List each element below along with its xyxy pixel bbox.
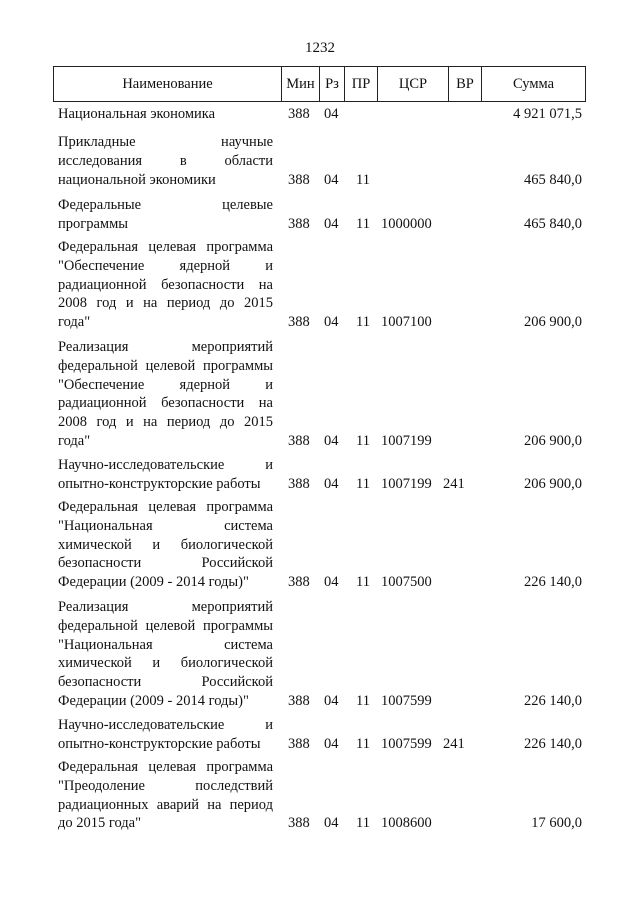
table-row — [0, 238, 640, 332]
cell-min: 388 — [288, 475, 310, 492]
row-name — [58, 238, 273, 332]
row-name-line: исследования в области — [58, 152, 273, 169]
cell-pr: 11 — [356, 433, 370, 449]
row-name-line: "Национальная система — [58, 517, 273, 534]
table-row — [0, 196, 640, 234]
cell-rz: 04 — [324, 106, 339, 122]
cell-pr: 11 — [356, 314, 370, 331]
cell-sum: 226 140,0 — [524, 735, 582, 752]
table-row — [0, 338, 640, 451]
table-row — [0, 598, 640, 711]
cell-rz: 04 — [324, 314, 339, 331]
row-name-line: до 2015 года" — [58, 815, 142, 832]
row-name-line: Федеральные целевые — [58, 197, 273, 213]
cell-min: 388 — [288, 433, 310, 449]
cell-csr: 1007599 — [381, 735, 432, 752]
row-name — [58, 133, 273, 189]
header-vr: ВР — [448, 67, 481, 101]
cell-csr: 1000000 — [381, 215, 432, 232]
row-name-line: радиационной безопасности на — [58, 276, 273, 293]
row-name — [58, 196, 273, 234]
row-name — [58, 758, 273, 833]
row-name-line: Федеральная целевая программа — [58, 239, 273, 255]
row-name — [58, 456, 273, 494]
row-name — [58, 338, 273, 451]
cell-min: 388 — [288, 314, 310, 331]
cell-min: 388 — [288, 215, 310, 232]
cell-sum: 226 140,0 — [524, 693, 582, 709]
cell-sum: 206 900,0 — [524, 314, 582, 331]
row-name-line: опытно-конструкторские работы — [58, 735, 261, 752]
cell-rz: 04 — [324, 815, 339, 832]
cell-sum: 17 600,0 — [531, 815, 582, 832]
cell-sum: 465 840,0 — [524, 215, 582, 232]
row-name-line: года" — [58, 432, 91, 449]
table-row — [0, 758, 640, 833]
row-name-line: 2008 год и на период до 2015 — [58, 295, 273, 312]
cell-vr: 241 — [443, 475, 465, 492]
cell-sum: 206 900,0 — [524, 475, 582, 492]
cell-csr: 1007199 — [381, 475, 432, 492]
cell-min: 388 — [288, 735, 310, 752]
row-name-line: "Обеспечение ядерной и — [58, 257, 273, 274]
row-name — [58, 598, 273, 711]
table-row — [0, 716, 640, 754]
cell-csr: 1008600 — [381, 815, 432, 832]
cell-pr: 11 — [356, 475, 370, 492]
row-name-line: безопасности Российской — [58, 555, 273, 572]
row-name-line: химической и биологической — [58, 655, 273, 672]
cell-pr: 11 — [356, 693, 370, 709]
row-name-line: программы — [58, 215, 128, 232]
cell-csr: 1007100 — [381, 314, 432, 331]
row-name-line: Научно-исследовательские и — [58, 717, 273, 733]
table-row — [0, 498, 640, 592]
cell-rz: 04 — [324, 574, 339, 591]
cell-sum: 206 900,0 — [524, 433, 582, 449]
cell-min: 388 — [288, 106, 310, 122]
cell-sum: 465 840,0 — [524, 171, 582, 188]
cell-pr: 11 — [356, 735, 370, 752]
row-name-line: "Преодоление последствий — [58, 777, 273, 794]
row-name-line: 2008 год и на период до 2015 — [58, 414, 273, 431]
table-header — [53, 66, 586, 102]
row-name-line: года" — [58, 314, 91, 331]
cell-min: 388 — [288, 815, 310, 832]
row-name-line: национальной экономики — [58, 171, 216, 188]
row-name-line: Прикладные научные — [58, 134, 273, 150]
cell-pr: 11 — [356, 574, 370, 591]
cell-sum: 226 140,0 — [524, 574, 582, 591]
row-name-line: радиационных аварий на период — [58, 796, 273, 813]
header-rz: Рз — [319, 67, 344, 101]
cell-rz: 04 — [324, 433, 339, 449]
cell-csr: 1007599 — [381, 693, 432, 709]
cell-min: 388 — [288, 574, 310, 591]
row-name-line: федеральной целевой программы — [58, 357, 273, 374]
row-name-line: радиационной безопасности на — [58, 395, 273, 412]
header-name: Наименование — [122, 75, 213, 92]
cell-pr: 11 — [356, 171, 370, 188]
row-name-line: "Обеспечение ядерной и — [58, 376, 273, 393]
row-name-line: Научно-исследовательские и — [58, 457, 273, 473]
header-sum: Сумма — [481, 67, 585, 101]
row-name-line: "Национальная система — [58, 636, 273, 653]
cell-rz: 04 — [324, 735, 339, 752]
row-name-line: Реализация мероприятий — [58, 599, 273, 615]
row-name-line: безопасности Российской — [58, 674, 273, 691]
row-name-line: Реализация мероприятий — [58, 339, 273, 355]
table-row — [0, 456, 640, 494]
header-csr: ЦСР — [377, 67, 448, 101]
row-name-line: федеральной целевой программы — [58, 617, 273, 634]
cell-pr: 11 — [356, 215, 370, 232]
row-name-line: Федеральная целевая программа — [58, 499, 273, 515]
row-name — [58, 105, 273, 124]
cell-min: 388 — [288, 171, 310, 188]
row-name-line: Федеральная целевая программа — [58, 759, 273, 775]
cell-csr: 1007199 — [381, 433, 432, 449]
header-min: Мин — [281, 67, 319, 101]
row-name — [58, 498, 273, 592]
cell-vr: 241 — [443, 735, 465, 752]
cell-sum: 4 921 071,5 — [513, 106, 582, 122]
table-row — [0, 105, 640, 124]
cell-csr: 1007500 — [381, 574, 432, 591]
row-name-line: Национальная экономика — [58, 106, 216, 122]
cell-rz: 04 — [324, 693, 339, 709]
row-name-line: химической и биологической — [58, 536, 273, 553]
row-name — [58, 716, 273, 754]
header-pr: ПР — [344, 67, 377, 101]
row-name-line: Федерации (2009 - 2014 годы)" — [58, 692, 249, 709]
table-row — [0, 133, 640, 189]
row-name-line: опытно-конструкторские работы — [58, 475, 261, 492]
cell-rz: 04 — [324, 475, 339, 492]
page-number: 1232 — [305, 40, 335, 56]
cell-rz: 04 — [324, 215, 339, 232]
row-name-line: Федерации (2009 - 2014 годы)" — [58, 574, 249, 591]
cell-pr: 11 — [356, 815, 370, 832]
cell-rz: 04 — [324, 171, 339, 188]
cell-min: 388 — [288, 693, 310, 709]
